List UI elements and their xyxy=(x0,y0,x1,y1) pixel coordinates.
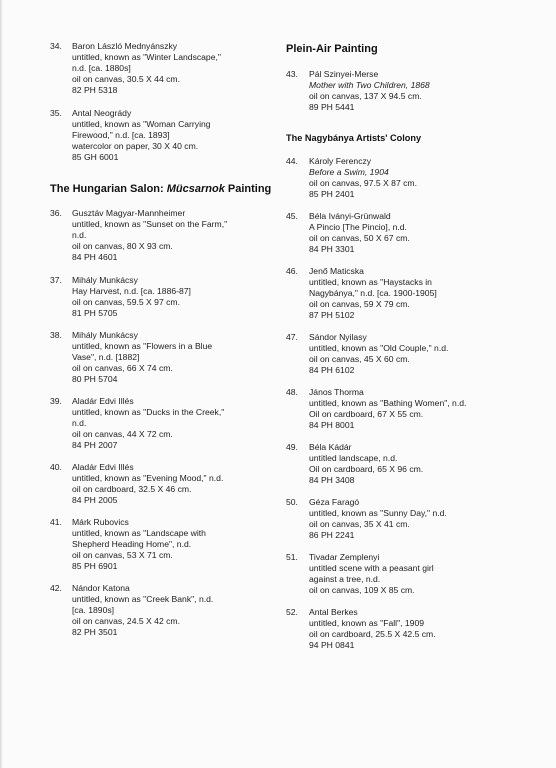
entry-line: oil on canvas, 137 X 94.5 cm. xyxy=(309,90,422,101)
entry-number: 46. xyxy=(286,266,298,276)
entry-line: oil on canvas, 59 X 79 cm. xyxy=(309,298,410,309)
entry-line: 84 PH 2007 xyxy=(72,439,118,450)
entry-line: 84 PH 8001 xyxy=(309,419,355,430)
entry-body xyxy=(309,607,539,651)
entry-line: n.d. [ca. 1880s] xyxy=(72,62,131,73)
entry-body xyxy=(72,462,287,506)
entry-line: untitled, known as "Bathing Women", n.d. xyxy=(309,397,467,408)
artist-name: Baron László Mednyánszky xyxy=(72,41,178,51)
entry-line: 84 PH 4601 xyxy=(72,251,118,262)
entry-number: 48. xyxy=(286,387,298,397)
entry-line: oil on canvas, 80 X 93 cm. xyxy=(72,240,173,251)
entry-line: 85 GH 6001 xyxy=(72,151,119,162)
entry-number: 45. xyxy=(286,211,298,221)
entry-number: 50. xyxy=(286,497,298,507)
artist-name: Aladár Edvi Illés xyxy=(72,462,134,472)
entry-line: untitled scene with a peasant girl xyxy=(309,562,434,573)
entry-line: Before a Swim, 1904 xyxy=(309,166,389,177)
entry-body xyxy=(309,387,539,431)
entry-line: 86 PH 2241 xyxy=(309,529,355,540)
entry-line: oil on canvas, 35 X 41 cm. xyxy=(309,518,410,529)
entry-line: untitled, known as "Ducks in the Creek," xyxy=(72,406,225,417)
entry-body xyxy=(72,583,287,638)
artist-name: Antal Neogrády xyxy=(72,108,132,118)
entry-line: 80 PH 5704 xyxy=(72,373,118,384)
entry-line: A Pincio [The Pincio], n.d. xyxy=(309,221,407,232)
entry-line: watercolor on paper, 30 X 40 cm. xyxy=(72,140,199,151)
entry-line: oil on canvas, 97.5 X 87 cm. xyxy=(309,177,417,188)
artist-name: Béla Kádár xyxy=(309,442,352,452)
entry-line: oil on canvas, 66 X 74 cm. xyxy=(72,362,173,373)
artist-name: Sándor Nyilasy xyxy=(309,332,367,342)
entry-line: Firewood," n.d. [ca. 1893] xyxy=(72,129,170,140)
artist-name: Márk Rubovics xyxy=(72,517,129,527)
entry-body xyxy=(309,69,539,113)
entry-line: untitled, known as "Flowers in a Blue xyxy=(72,340,213,351)
entry-body xyxy=(72,330,287,385)
artist-name: Géza Faragó xyxy=(309,497,360,507)
entry-body xyxy=(72,517,287,572)
entry-line: 82 PH 5318 xyxy=(72,84,118,95)
entry-line: untitled, known as "Fall", 1909 xyxy=(309,617,425,628)
artist-name: Mihály Munkácsy xyxy=(72,330,138,340)
entry-line: 87 PH 5102 xyxy=(309,309,355,320)
entry-line: n.d. xyxy=(72,229,87,240)
entry-line: oil on canvas, 44 X 72 cm. xyxy=(72,428,173,439)
heading-prefix: The Hungarian Salon: xyxy=(50,183,167,195)
entry-number: 47. xyxy=(286,332,298,342)
entry-line: untitled, known as "Evening Mood," n.d. xyxy=(72,472,224,483)
entry-body xyxy=(72,275,287,319)
artist-name: Aladár Edvi Illés xyxy=(72,396,134,406)
entry-line: oil on cardboard, 32.5 X 46 cm. xyxy=(72,483,192,494)
section-heading-hungarian-salon xyxy=(50,183,271,195)
entry-number: 49. xyxy=(286,442,298,452)
entry-line: 81 PH 5705 xyxy=(72,307,118,318)
entry-line: untitled, known as "Haystacks in xyxy=(309,276,432,287)
entry-line: untitled, known as "Creek Bank", n.d. xyxy=(72,593,214,604)
entry-number: 34. xyxy=(50,41,62,51)
entry-number: 36. xyxy=(50,208,62,218)
section-heading-plein-air: Plein-Air Painting xyxy=(286,43,378,55)
entry-line: 85 PH 2401 xyxy=(309,188,355,199)
entry-line: oil on canvas, 50 X 67 cm. xyxy=(309,232,410,243)
entry-line: 84 PH 3408 xyxy=(309,474,355,485)
section-heading-nagybanya: The Nagybánya Artists' Colony xyxy=(286,133,422,143)
entry-body xyxy=(309,211,539,255)
entry-number: 35. xyxy=(50,108,62,118)
entry-body xyxy=(72,208,287,263)
entry-body xyxy=(309,332,539,376)
entry-number: 39. xyxy=(50,396,62,406)
heading-suffix: Painting xyxy=(224,183,272,195)
entry-line: Oil on cardboard, 67 X 55 cm. xyxy=(309,408,424,419)
entry-number: 52. xyxy=(286,607,298,617)
entry-line: Nagybánya," n.d. [ca. 1900-1905] xyxy=(309,287,437,298)
artist-name: Antal Berkes xyxy=(309,607,358,617)
entry-line: 82 PH 3501 xyxy=(72,626,118,637)
entry-line: oil on canvas, 53 X 71 cm. xyxy=(72,549,173,560)
entry-body xyxy=(309,552,539,596)
heading-emphasis: Mücsarnok xyxy=(166,183,225,195)
entry-number: 44. xyxy=(286,156,298,166)
entry-body xyxy=(72,108,287,163)
entry-line: oil on canvas, 24.5 X 42 cm. xyxy=(72,615,180,626)
entry-body xyxy=(72,396,287,451)
entry-line: untitled, known as "Winter Landscape," xyxy=(72,51,221,62)
entry-line: Mother with Two Children, 1868 xyxy=(309,79,430,90)
entry-line: untitled landscape, n.d. xyxy=(309,452,398,463)
entry-line: oil on cardboard, 25.5 X 42.5 cm. xyxy=(309,628,436,639)
entry-body xyxy=(309,497,539,541)
entry-number: 41. xyxy=(50,517,62,527)
entry-line: n.d. xyxy=(72,417,87,428)
entry-body xyxy=(72,41,287,96)
entry-line: 85 PH 6901 xyxy=(72,560,118,571)
entry-line: Oil on cardboard, 65 X 96 cm. xyxy=(309,463,424,474)
entry-body xyxy=(309,266,539,321)
artist-name: Gusztáv Magyar-Mannheimer xyxy=(72,208,186,218)
entry-number: 42. xyxy=(50,583,62,593)
artist-name: János Thorma xyxy=(309,387,364,397)
entry-body xyxy=(309,442,539,486)
entry-line: oil on canvas, 59.5 X 97 cm. xyxy=(72,296,180,307)
entry-number: 38. xyxy=(50,330,62,340)
entry-line: untitled, known as "Sunset on the Farm," xyxy=(72,218,228,229)
entry-line: 84 PH 2005 xyxy=(72,494,118,505)
entry-line: 84 PH 3301 xyxy=(309,243,355,254)
artist-name: Nándor Katona xyxy=(72,583,130,593)
entry-line: 94 PH 0841 xyxy=(309,639,355,650)
entry-line: oil on canvas, 45 X 60 cm. xyxy=(309,353,410,364)
entry-line: [ca. 1890s] xyxy=(72,604,115,615)
entry-line: untitled, known as "Old Couple," n.d. xyxy=(309,342,449,353)
artist-name: Béla Iványi-Grünwald xyxy=(309,211,391,221)
entry-line: 84 PH 6102 xyxy=(309,364,355,375)
entry-number: 37. xyxy=(50,275,62,285)
entry-number: 40. xyxy=(50,462,62,472)
entry-line: 89 PH 5441 xyxy=(309,101,355,112)
artist-name: Tivadar Zemplenyi xyxy=(309,552,380,562)
entry-number: 51. xyxy=(286,552,298,562)
entry-line: Vase", n.d. [1882] xyxy=(72,351,140,362)
entry-line: against a tree, n.d. xyxy=(309,573,381,584)
entry-body xyxy=(309,156,539,200)
entry-line: oil on canvas, 109 X 85 cm. xyxy=(309,584,415,595)
artist-name: Pál Szinyei-Merse xyxy=(309,69,379,79)
page-edge-shadow xyxy=(0,0,3,768)
artist-name: Károly Ferenczy xyxy=(309,156,372,166)
entry-line: Shepherd Heading Home", n.d. xyxy=(72,538,192,549)
entry-line: untitled, known as "Sunny Day," n.d. xyxy=(309,507,447,518)
artist-name: Jenő Maticska xyxy=(309,266,364,276)
entry-line: untitled, known as "Woman Carrying xyxy=(72,118,211,129)
entry-number: 43. xyxy=(286,69,298,79)
artist-name: Mihály Munkácsy xyxy=(72,275,138,285)
entry-line: Hay Harvest, n.d. [ca. 1886-87] xyxy=(72,285,191,296)
entry-line: oil on canvas, 30.5 X 44 cm. xyxy=(72,73,180,84)
entry-line: untitled, known as "Landscape with xyxy=(72,527,206,538)
